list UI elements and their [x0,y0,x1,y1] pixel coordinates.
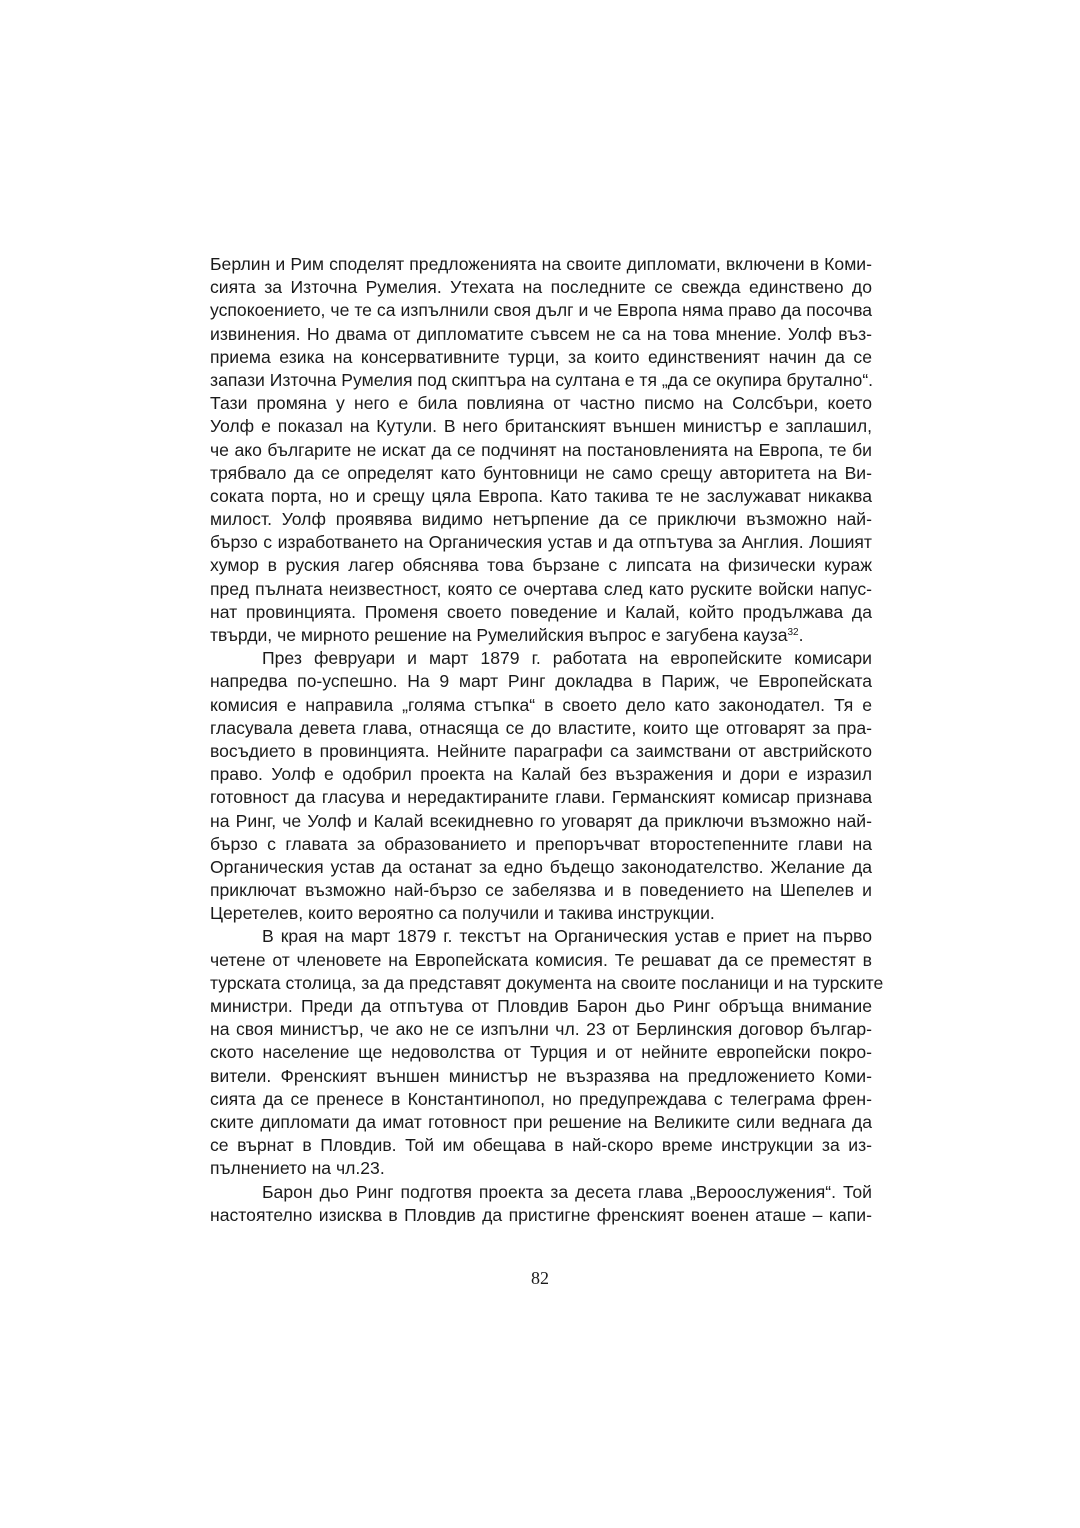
text-line: успокоението, че те са изпълнили своя дълг и че Европа няма право да посочва [210,300,872,321]
text-line: приема езика на консервативните турци, за които единственият начин да се [210,346,872,367]
text-line: Уолф е показал на Кутули. В него британският външен министър е заплашил, [210,416,872,437]
text-line: запази Източна Румелия под скиптъра на султана е тя „да се окупира брутално“. [210,369,874,390]
text-line: пълнението на чл.23. [210,1158,385,1179]
text-line: ските дипломати да имат готовност при решение на Великите сили веднага да [210,1111,872,1132]
text-line: нат провинцията. Променя своето поведение и Калай, който продължава да [210,601,872,622]
text-line: извинения. Но двама от дипломатите съвсем не са на това мнение. Уолф въз- [210,323,872,344]
period: . [798,625,804,645]
text-line: право. Уолф е одобрил проекта на Калай без възражения и дори е изразил [210,764,872,785]
text-line: турската столица, за да представят документа на своите посланици и на турските [210,972,884,993]
paragraph-3 [210,925,884,1180]
text-line: ското население ще недоволства от Турция и от нейните европейски покро- [210,1042,872,1063]
text-line: Берлин и Рим споделят предложенията на своите дипломати, включени в Коми- [210,254,872,274]
footnote-reference[interactable]: 32 [787,627,799,638]
text-line: четене от членовете на Европейската комисия. Те решават да се преместят в [210,949,872,970]
text-line: готовност да гласува и нередактираните глави. Германският комисар признава [210,787,872,808]
text-line: милост. Уолф проявява видимо нетърпение да се приключи възможно най- [210,509,872,530]
page-number: 82 [531,1268,549,1288]
paragraph-1 [210,253,872,647]
text-line: приключат възможно най-бързо се забелязва и в поведението на Шепелев и [210,880,872,901]
text-line: вители. Френският външен министър не възразява на предложението Коми- [210,1065,872,1086]
paragraph-2 [210,647,872,925]
paragraph-4 [210,1181,872,1227]
text-line: трябвало да се определят като бунтовници не само срещу авторитета на Ви- [210,462,872,483]
text-line: пред пълната неизвестност, която се очертава след като руските войски напус- [210,578,872,599]
text-line: През февруари и март 1879 г. работата на европейските комисари [262,648,872,669]
body-text [210,253,884,1227]
text-line: восъдието в провинцията. Нейните параграфи са заимствани от австрийското [210,740,872,761]
text-line: Церетелев, които вероятно са получили и такива инструкции. [210,903,715,924]
text-line: гласувала девета глава, отнасяща се до властите, които ще отговарят за пра- [210,717,872,738]
text-line: настоятелно изисква в Пловдив да пристигне френският военен аташе – капи- [210,1204,872,1225]
text-line: хумор в руския лагер обяснява това бързане с липсата на физически кураж [210,555,872,576]
text-line: министри. Преди да отпътува от Пловдив Барон дьо Ринг обръща внимание [210,996,872,1016]
text-line: Барон дьо Ринг подготвя проекта за десета глава „Вероослужения“. Той [262,1181,872,1202]
text-line: В края на март 1879 г. текстът на Органическия устав е приет на първо [262,926,872,947]
text-line: бързо с главата за образованието и препоръчват второстепенните глави на [210,833,872,854]
text-line: напредва по-успешно. На 9 март Ринг докладва в Париж, че Европейската [210,671,872,692]
text-line: Тази промяна у него е била повлияна от частно писмо на Солсбъри, което [210,393,872,414]
text-line: комисия е направила „голяма стъпка“ в своето дело като законодател. Тя е [210,694,872,715]
text-line: сията за Източна Румелия. Утехата на последните се свежда единствено до [210,277,872,298]
text-line: на своя министър, че ако не се изпълни чл. 23 от Берлинския договор българ- [210,1019,872,1040]
text-line: че ако българите не искат да се подчинят на постановленията на Европа, те би [210,439,872,460]
text-line: сията да се пренесе в Константинопол, но предупреждава с телеграма френ- [210,1088,872,1109]
text-line-with-footnote [210,624,872,647]
text-line: соката порта, но и срещу цяла Европа. Като такива те не заслужават никаква [210,485,872,506]
text-line: се върнат в Пловдив. Той им обещава в най-скоро време инструкции за из- [210,1135,872,1156]
text-line: твърди, че мирното решение на Румелийския въпрос е загубена кауза [210,625,788,645]
text-line: Органическия устав да останат за едно бъдещо законодателство. Желание да [210,856,872,877]
text-line: бързо с изработването на Органическия устав и да отпътува за Англия. Лошият [210,532,872,553]
text-line: на Ринг, че Уолф и Калай всекидневно го уговарят да приключи възможно най- [210,810,872,831]
